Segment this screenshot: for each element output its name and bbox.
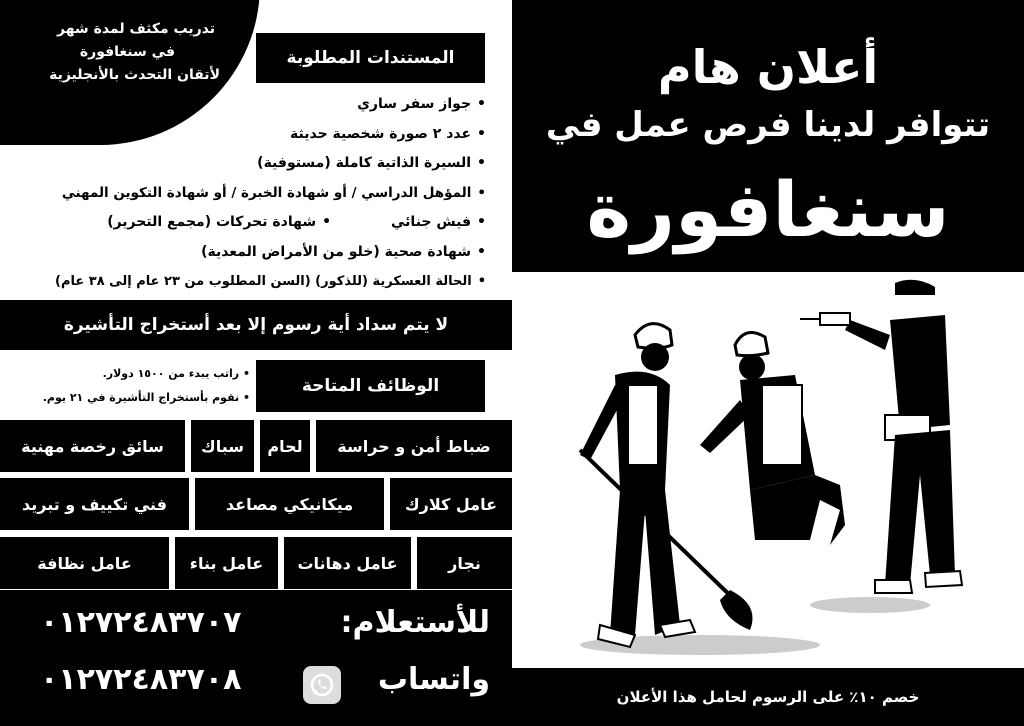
phone-number-1: ٠١٢٧٢٤٨٣٧٠٧ <box>40 605 242 640</box>
inquiry-label: للأستعلام: <box>340 605 490 640</box>
job-painter: عامل دهانات <box>284 537 411 589</box>
training-line: في سنغافورة <box>79 44 175 60</box>
hero-country: سنغافورة <box>586 165 950 254</box>
job-builder: عامل بناء <box>175 537 278 589</box>
docs-item: • شهادة صحية (خلو من الأمراض المعدية) <box>201 243 486 260</box>
jobs-notes <box>15 362 250 410</box>
worker-kneeling-figure <box>700 333 845 546</box>
job-ac-technician: فني تكييف و تبريد <box>0 478 189 530</box>
job-cleaner: عامل نظافة <box>0 537 169 589</box>
job-plumber: سباك <box>191 420 254 472</box>
job-welder: لحام <box>260 420 310 472</box>
workers-illustration <box>540 275 1000 665</box>
jobs-note: • راتب يبدء من ١٥٠٠ دولار. <box>102 367 250 380</box>
phone-number-2: ٠١٢٧٢٤٨٣٧٠٨ <box>40 662 242 697</box>
discount-banner: خصم ١٠٪ على الرسوم لحامل هذا الأعلان <box>512 668 1024 726</box>
training-line: لأتقان التحدث بالأنجليزية <box>49 67 220 83</box>
docs-item: • جواز سفر ساري <box>357 96 486 112</box>
jobs-note: • نقوم بأستخراج التأشيرة في ٢١ يوم. <box>42 391 250 404</box>
job-security: ضباط أمن و حراسة <box>316 420 512 472</box>
docs-item: • المؤهل الدراسي / أو شهادة الخبرة / أو شهادة التكوين المهني <box>61 184 486 201</box>
docs-list <box>10 90 486 297</box>
docs-title: المستندات المطلوبة <box>256 33 485 83</box>
docs-item: • عدد ٢ صورة شخصية حديثة <box>290 125 486 142</box>
docs-item: • الحالة العسكرية (للذكور) (السن المطلوب من ٢٣ عام إلى ٣٨ عام) <box>55 274 486 289</box>
docs-item: • السيرة الذاتية كاملة (مستوفية) <box>257 155 486 171</box>
worker-shovel-figure <box>580 324 753 647</box>
job-elevator-mechanic: ميكانيكي مصاعد <box>195 478 384 530</box>
no-fees-banner: لا يتم سداد أية رسوم إلا بعد أستخراج التأشيرة <box>0 300 512 350</box>
hero-title: أعلان هام <box>657 40 879 94</box>
worker-drill-figure <box>800 280 962 593</box>
docs-item-pair: • فيش جنائي • شهادة تحركات (مجمع التحرير) <box>107 214 486 230</box>
training-note <box>0 18 225 87</box>
job-driver: سائق رخصة مهنية <box>0 420 185 472</box>
job-carpenter: نجار <box>417 537 512 589</box>
hero-subtitle: تتوافر لدينا فرص عمل في <box>545 105 991 145</box>
training-line: تدريب مكثف لمدة شهر <box>56 21 215 37</box>
jobs-title: الوظائف المتاحة <box>256 360 485 412</box>
whatsapp-icon <box>303 666 341 704</box>
whatsapp-label: واتساب <box>377 662 490 697</box>
job-forklift: عامل كلارك <box>390 478 512 530</box>
